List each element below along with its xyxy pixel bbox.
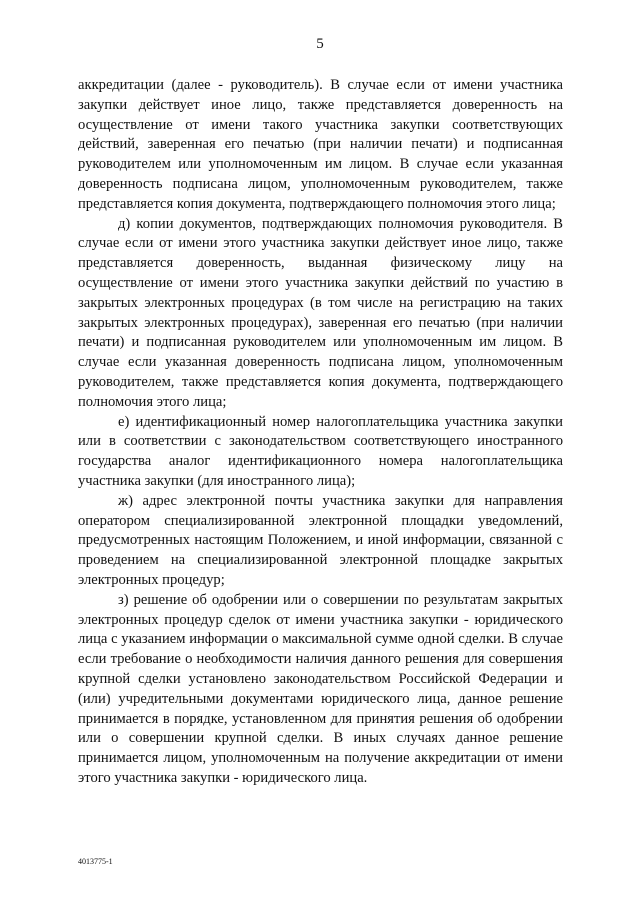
paragraph-item-zh: ж) адрес электронной почты участника закупки для направления оператором специализированной электронной площадки уведомлений, предусмотренных настоящим Положением, и иной информации, связанной с проведением на специализированной электронной площадке закрытых электронных процедур; [78, 492, 563, 588]
paragraph-item-e: е) идентификационный номер налогоплательщика участника закупки или в соответствии с законодательством соответствующего иностранного государства аналог идентификационного номера налогоплательщика участника закупки (для иностранного лица); [78, 413, 563, 489]
footer-document-code: 4013775-1 [78, 857, 113, 866]
paragraph-accreditation-continuation: аккредитации (далее - руководитель). В случае если от имени участника закупки действует иное лицо, также представляется доверенность на осуществление от имени такого участника закупки соответствующих действий, заверенная его печатью (при наличии печати) и подписанная руководителем или уполномоченным им лицом. В случае если указанная доверенность подписана лицом, уполномоченным руководителем, также представляется копия документа, подтверждающего полномочия этого лица; [78, 77, 563, 212]
paragraph-item-d: д) копии документов, подтверждающих полномочия руководителя. В случае если от имени этого участника закупки действует иное лицо, также представляется доверенность, выданная физическому лицу на осуществление от имени этого участника закупки действий по участию в закрытых электронных процедурах (в том числе на регистрацию на таких закрытых электронных процедурах), заверенная его печатью (при наличии печати) и подписанная руководителем или уполномоченным им лицом. В случае если указанная доверенность подписана лицом, уполномоченным руководителем, также представляется копия документа, подтверждающего полномочия этого лица; [78, 215, 563, 410]
paragraph-item-z: з) решение об одобрении или о совершении по результатам закрытых электронных процедур сделок от имени участника закупки - юридического лица с указанием информации о максимальной сумме одной сделки. В случае если требование о необходимости наличия данного решения для совершения крупной сделки установлено законодательством Российской Федерации и (или) учредительными документами юридического лица, данное решение принимается в порядке, установленном для принятия решения об одобрении или о совершении крупной сделки. В иных случаях данное решение принимается лицом, уполномоченным на получение аккредитации от имени этого участника закупки - юридического лица. [78, 591, 563, 786]
body-text [78, 76, 563, 789]
page-number: 5 [316, 36, 324, 52]
